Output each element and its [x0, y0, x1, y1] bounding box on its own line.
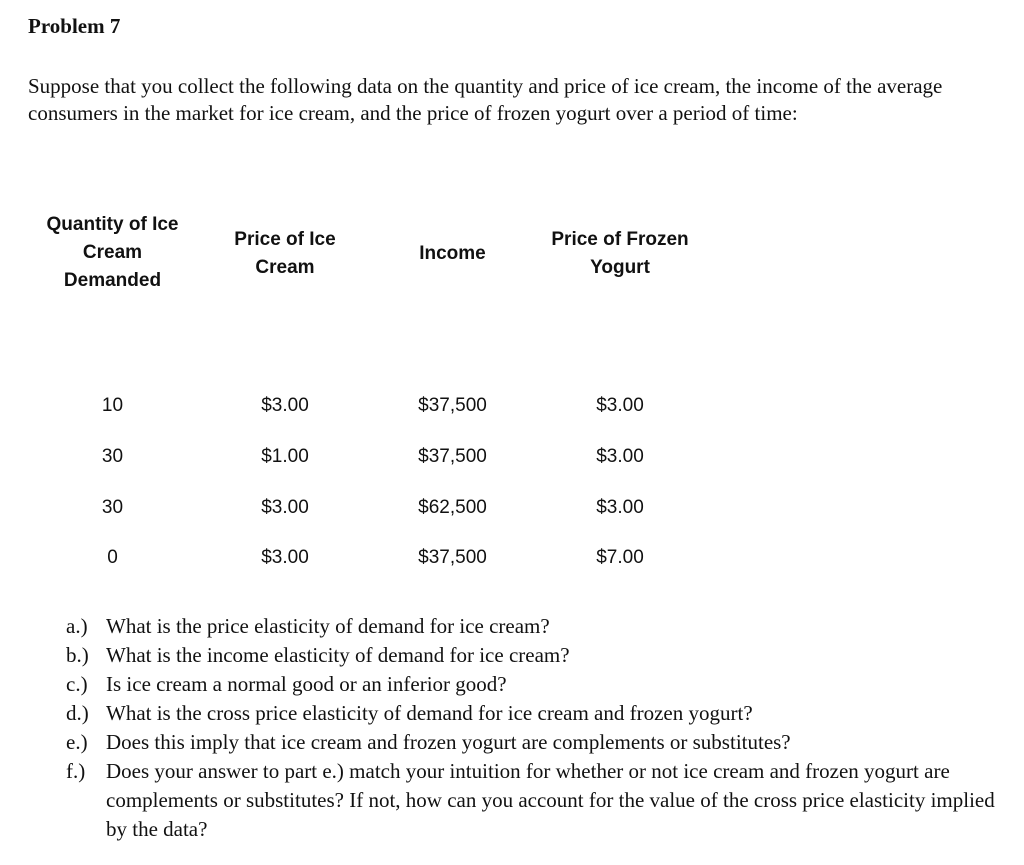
question-marker: b.): [66, 643, 89, 667]
question-text: What is the price elasticity of demand for ice cream?: [106, 614, 550, 638]
cell-price-frozen-yogurt: $7.00: [596, 547, 644, 568]
question-text: Does your answer to part e.) match your intuition for whether or not ice cream and frozen yogurt are complements or substitutes? If not, how can you account for the value of the cross price elasticity implied by the data?: [106, 759, 995, 841]
question-marker: e.): [66, 730, 88, 754]
header-price-ice-cream: [215, 226, 355, 282]
list-item: [66, 728, 1016, 757]
problem-intro: Suppose that you collect the following data on the quantity and price of ice cream, the income of the average consumers in the market for ice cream, and the price of frozen yogurt over a period of time:: [28, 74, 943, 125]
cell-quantity: 10: [101, 395, 124, 416]
question-marker: a.): [66, 614, 88, 638]
cell-price-ice-cream: $3.00: [261, 497, 309, 518]
list-item: [66, 612, 1016, 641]
question-marker: f.): [66, 759, 86, 783]
cell-quantity: 30: [101, 497, 124, 518]
cell-price-ice-cream: $3.00: [261, 547, 309, 568]
list-item: [66, 641, 1016, 670]
question-text: What is the income elasticity of demand for ice cream?: [106, 643, 570, 667]
header-line: Quantity of Ice: [46, 214, 179, 235]
problem-title: Problem 7: [28, 14, 121, 38]
cell-price-ice-cream: $1.00: [261, 446, 309, 467]
cell-price-frozen-yogurt: $3.00: [596, 446, 644, 467]
list-item: [66, 757, 1016, 844]
list-item: [66, 699, 1016, 728]
question-marker: d.): [66, 701, 89, 725]
cell-price-frozen-yogurt: $3.00: [596, 395, 644, 416]
cell-quantity: 30: [101, 446, 124, 467]
cell-income: $37,500: [418, 547, 487, 568]
cell-price-frozen-yogurt: $3.00: [596, 497, 644, 518]
header-line: Cream: [255, 257, 315, 278]
header-income: [385, 240, 520, 268]
header-line: Demanded: [63, 270, 162, 291]
header-line: Yogurt: [590, 257, 650, 278]
cell-quantity: 0: [107, 547, 118, 568]
question-list: [66, 612, 1016, 844]
header-line: Price of Frozen: [551, 229, 689, 250]
cell-income: $62,500: [418, 497, 487, 518]
header-line: Income: [419, 243, 486, 264]
question-text: Does this imply that ice cream and frozen yogurt are complements or substitutes?: [106, 730, 791, 754]
header-line: Price of Ice: [234, 229, 336, 250]
cell-income: $37,500: [418, 395, 487, 416]
cell-income: $37,500: [418, 446, 487, 467]
header-quantity-demanded: [40, 211, 185, 295]
question-text: Is ice cream a normal good or an inferior good?: [106, 672, 507, 696]
list-item: [66, 670, 1016, 699]
cell-price-ice-cream: $3.00: [261, 395, 309, 416]
question-text: What is the cross price elasticity of demand for ice cream and frozen yogurt?: [106, 701, 753, 725]
header-price-frozen-yogurt: [540, 226, 700, 282]
question-marker: c.): [66, 672, 88, 696]
header-line: Cream: [82, 242, 143, 263]
